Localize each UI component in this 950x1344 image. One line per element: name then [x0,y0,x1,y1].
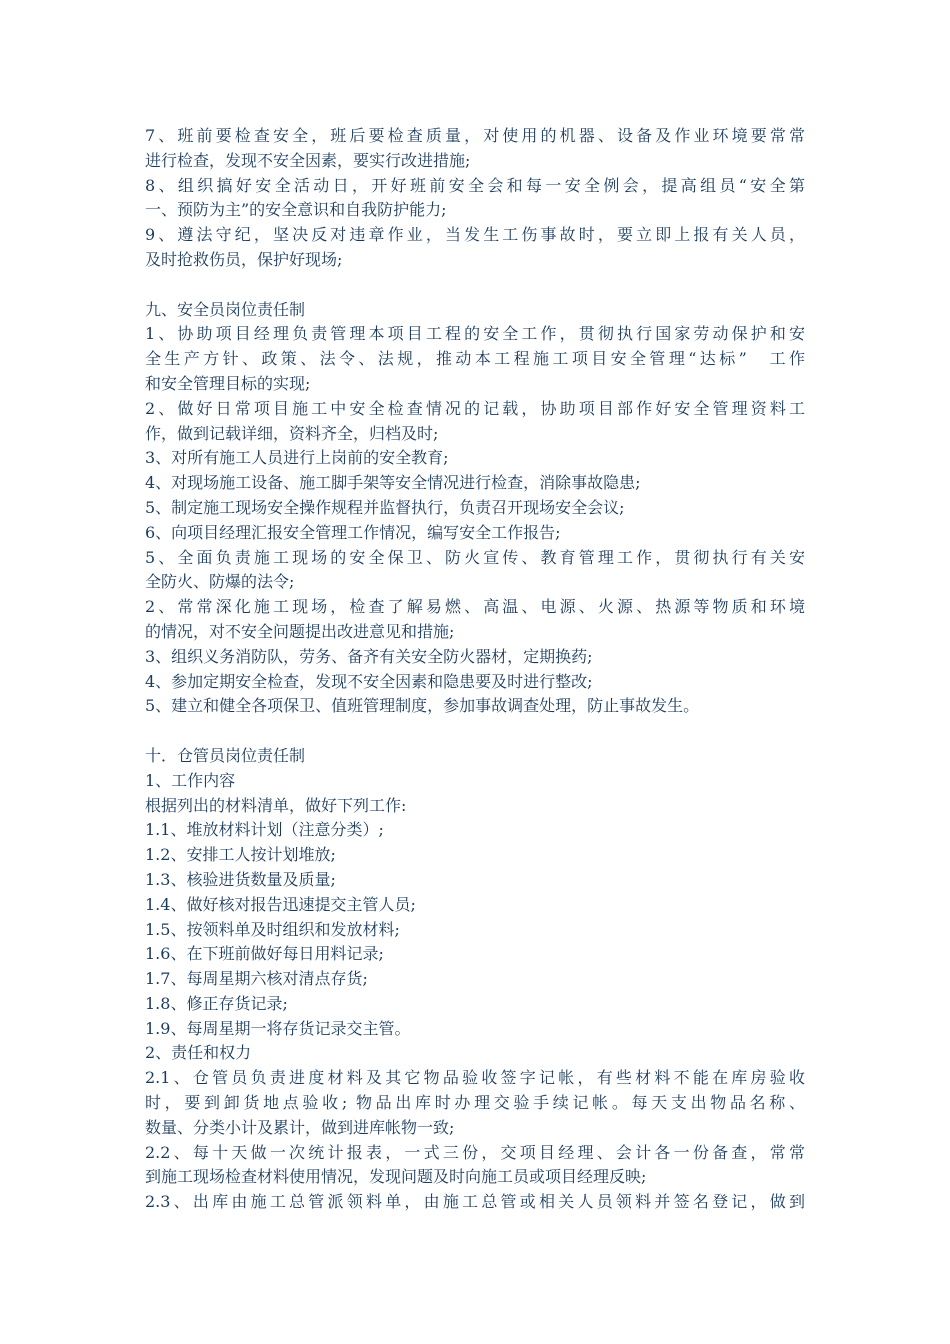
text-line: 1、工作内容 [145,770,236,790]
text-line: 1.9、每周星期一将存货记录交主管。 [145,1018,411,1038]
text-line: 3、组织义务消防队，劳务、备齐有关安全防火器材，定期换药; [145,646,593,666]
text-line: 2.1、仓管员负责进度材料及其它物品验收签字记帐，有些材料不能在库房验收 [145,1068,805,1088]
text-line: 1.3、核验进货数量及质量; [145,869,336,889]
section-9-body [145,322,805,719]
text-line: 5、全面负责施工现场的安全保卫、防火宣传、教育管理工作，贯彻执行有关安 [145,547,805,567]
text-line: 9、遵法守纪，坚决反对违章作业，当发生工伤事故时，要立即上报有关人员， [145,225,805,245]
text-line: 1.8、修正存货记录; [145,993,288,1013]
text-line: 的情况，对不安全问题提出改进意见和措施; [145,621,455,641]
text-line: 7、班前要检查安全，班后要检查质量，对使用的机器、设备及作业环境要常常 [145,126,805,145]
text-line: 和安全管理目标的实现; [145,373,311,393]
text-line: 1.6、在下班前做好每日用料记录; [145,944,384,964]
text-line: 6、向项目经理汇报安全管理工作情况，编写安全工作报告; [145,522,561,542]
text-line: 8、组织搞好安全活动日，开好班前安全会和每一安全例会，提高组员“安全第 [145,175,805,195]
section-10-body [145,769,805,1215]
paragraph-gap [145,719,805,744]
text-line: 1.1、堆放材料计划（注意分类）; [145,820,384,840]
section-10-title: 十．仓管员岗位责任制 [145,745,306,765]
text-line: 作，做到记载详细，资料齐全，归档及时; [145,423,439,443]
text-line: 3、对所有施工人员进行上岗前的安全教育; [145,448,449,468]
text-line: 时，要到卸货地点验收; 物品出库时办理交验手续记帐。每天支出物品名称、 [145,1093,805,1113]
text-line: 到施工现场检查材料使用情况，发现问题及时向施工员或项目经理反映; [145,1167,647,1187]
text-line: 1.7、每周星期六核对清点存货; [145,969,368,989]
text-line: 4、对现场施工设备、施工脚手架等安全情况进行检查，消除事故隐患; [145,473,641,493]
text-line: 4、参加定期安全检查，发现不安全因素和隐患要及时进行整改; [145,671,593,691]
text-line: 1.5、按领料单及时组织和发放材料; [145,919,400,939]
section-8-tail [145,124,805,273]
text-line: 5、建立和健全各项保卫、值班管理制度，参加事故调查处理，防止事故发生。 [145,696,700,716]
text-line: 1、协助项目经理负责管理本项目工程的安全工作，贯彻执行国家劳动保护和安 [145,324,805,344]
text-line: 全防火、防爆的法令; [145,572,295,592]
section-9-title: 九、安全员岗位责任制 [145,299,306,319]
document-page [145,124,805,1215]
text-line: 1.4、做好核对报告迅速提交主管人员; [145,894,416,914]
text-line: 根据列出的材料清单，做好下列工作: [145,795,407,815]
text-line: 数量、分类小计及累计，做到进库帐物一致; [145,1117,455,1137]
text-line: 2、做好日常项目施工中安全检查情况的记载，协助项目部作好安全管理资料工 [145,398,805,418]
text-line: 2.3、出库由施工总管派领料单，由施工总管或相关人员领料并签名登记，做到 [145,1192,805,1212]
text-line: 2、责任和权力 [145,1043,252,1063]
text-line: 1.2、安排工人按计划堆放; [145,845,336,865]
text-line: 一、预防为主”的安全意识和自我防护能力; [145,200,447,220]
text-line: 全生产方针、政策、法令、法规，推动本工程施工项目安全管理“达标” 工作 [145,349,805,369]
text-line: 进行检查，发现不安全因素，要实行改进措施; [145,150,471,170]
text-line: 2.2、每十天做一次统计报表，一式三份，交项目经理、会计各一份备查，常常 [145,1142,805,1162]
text-line: 2、常常深化施工现场，检查了解易燃、高温、电源、火源、热源等物质和环境 [145,597,805,617]
paragraph-gap [145,273,805,298]
text-line: 及时抢救伤员，保护好现场; [145,249,343,269]
text-line: 5、制定施工现场安全操作规程并监督执行，负责召开现场安全会议; [145,497,625,517]
